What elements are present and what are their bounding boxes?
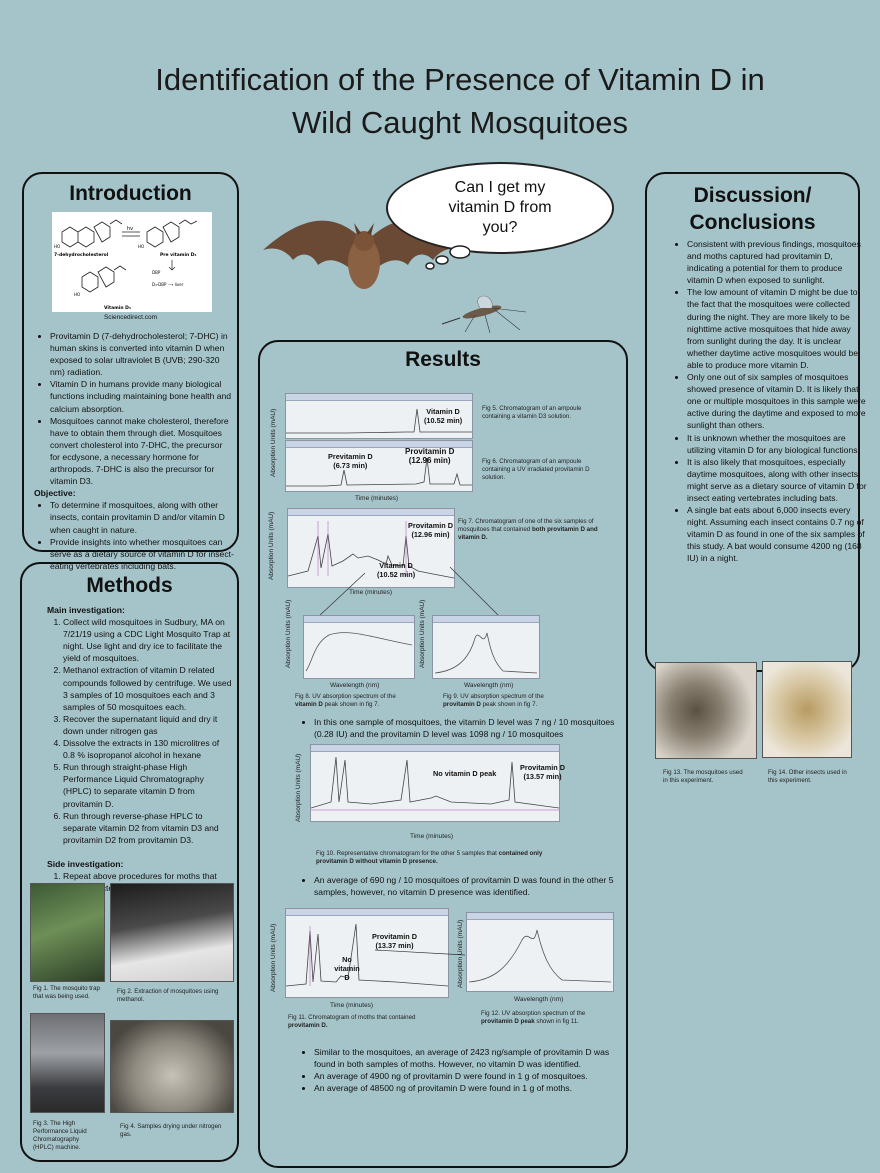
fig11-connector-line: [370, 940, 470, 970]
objective-bullet: • Provide insights into whether mosquitoes can serve as a dietary source of vitamin D for insect-eating vertebrates including bats.: [50, 536, 234, 572]
fig9-caption-a: Fig 9. UV absorption spectrum of the: [443, 693, 544, 700]
fig9-trace: [433, 623, 539, 677]
fig8-y-axis-label: Absorption Units (mAU): [285, 599, 292, 668]
vitamin-d-synthesis-figure: [52, 212, 212, 312]
fig12-trace: [467, 920, 613, 990]
fig8-uv-spectrum: [303, 615, 415, 679]
fig8-trace: [304, 623, 414, 677]
fig11-caption: [288, 1014, 418, 1030]
fig11-provit-peak-name: Provitamin D: [372, 932, 418, 941]
fig5-vitd-peak-time: (10.52 min): [424, 416, 463, 425]
fig7-vitd-peak-time: (10.52 min): [377, 570, 416, 579]
fig9-x-axis-label: Wavelength (nm): [464, 682, 514, 689]
results-heading: Results: [405, 348, 481, 371]
method-step: 4. Dissolve the extracts in 130 microlitres of 0.8 % isopropanol alcohol in hexane: [63, 737, 232, 761]
title-line-2: Wild Caught Mosquitoes: [292, 105, 628, 140]
discussion-bullet: • Consistent with previous findings, mosquitoes and moths captured had provitamin D, indicating a potential for them to produce vitamin D when exposed to sunlight.: [687, 238, 867, 286]
results-bullet-1: [298, 716, 624, 740]
fig6-previt-peak-time: (6.73 min): [333, 461, 368, 470]
fig2-caption: Fig 2. Extraction of mosquitoes using methanol.: [117, 988, 219, 1003]
fig5-vitd-peak-label: [424, 407, 462, 425]
fig8-caption-b: vitamin D: [295, 701, 323, 708]
results-bullet-2: [298, 874, 624, 898]
fig5-6-x-axis-label: Time (minutes): [355, 495, 399, 502]
method-step: 2. Methanol extraction of vitamin D related compounds followed by centrifuge. We used 3 samples of 10 mosquitoes each and 3 samples of 50 mosquitoes each.: [63, 664, 232, 712]
fig10-caption-a: Fig 10. Representative chromatogram for the other 5 samples that: [316, 850, 497, 857]
discussion-bullet: • A single bat eats about 6,000 insects every night. Assuming each insect contains 0.7 ng of vitamin D as found in one of the six samples of this study. A bat would consume 4200 ng (168 IU) in a night.: [687, 504, 867, 564]
fig7-vitd-peak-name: Vitamin D: [379, 561, 413, 570]
method-step: 1. Collect wild mosquitoes in Sudbury, MA on 7/21/19 using a CDC Light Mosquito Trap at night. Use light and dry ice to facilitate the yield of mosquitoes.: [63, 616, 232, 664]
results-bullet: • In this one sample of mosquitoes, the vitamin D level was 7 ng / 10 mosquitoes (0.28 IU) and the provitamin D level was 1098 ng / 10 mosquitoes: [314, 716, 624, 740]
introduction-panel: [22, 172, 239, 571]
objective-bullets: [34, 499, 234, 572]
fig9-caption: [443, 693, 558, 709]
title-line-1: Identification of the Presence of Vitamin D in: [155, 62, 765, 97]
fig10-caption: [316, 850, 556, 866]
fig5-vitd-peak-name: Vitamin D: [426, 407, 460, 416]
bubble-tail: [390, 240, 470, 270]
fig10-provit-peak-label: [520, 763, 565, 781]
fig11-y-axis-label: Absorption Units (mAU): [270, 923, 277, 992]
discussion-heading-line-1: Discussion/: [693, 184, 812, 207]
fig10-provit-peak-time: (13.57 min): [523, 772, 562, 781]
discussion-heading: [647, 182, 858, 236]
introduction-bullets: [34, 330, 234, 487]
fig6-provit-peak-name: Provitamin D: [405, 447, 455, 456]
methanol-extraction-photo: [110, 883, 234, 982]
discussion-bullets: [671, 238, 867, 565]
fig6-provit-peak-time: (12.96 min): [408, 456, 451, 465]
fig7-x-axis-label: Time (minutes): [349, 589, 393, 596]
results-bullet: • An average of 690 ng / 10 mosquitoes of provitamin D was found in the other 5 samples, however, no vitamin D presence was identified.: [314, 874, 624, 898]
fig7-provit-peak-label: [408, 521, 453, 539]
fig10-no-vitd-label: No vitamin D peak: [433, 769, 497, 778]
fig13-caption: Fig 13. The mosquitoes used in this experiment.: [663, 769, 743, 784]
fig5-6-y-axis-label: Absorption Units (mAU): [270, 408, 277, 477]
fig9-caption-c: peak shown in fig 7.: [482, 701, 538, 708]
fig10-x-axis-label: Time (minutes): [410, 833, 454, 840]
discussion-panel: [645, 172, 867, 672]
dbp-label: DBP: [152, 270, 161, 275]
fig11-no-vitd-label: No vitamin D: [334, 955, 360, 982]
previtamin-label: Pre vitamin D₃: [160, 253, 197, 258]
fig11-x-axis-label: Time (minutes): [330, 1002, 374, 1009]
introduction-heading: Introduction: [69, 182, 192, 205]
poster-title: [60, 58, 860, 144]
fig6-previt-peak-label: [328, 452, 373, 470]
fig11-caption-a: Fig 11. Chromatogram of moths that contained: [288, 1014, 416, 1021]
fig11-caption-b: provitamin D.: [288, 1022, 328, 1029]
fig12-uv-spectrum: [466, 912, 614, 992]
ho-label-3: HO: [74, 292, 81, 297]
fig14-caption: Fig 14. Other insects used in this experiment.: [768, 769, 847, 784]
fig12-caption-a: Fig 12. UV absorption spectrum of the: [481, 1010, 586, 1017]
ho-label-2: HO: [138, 244, 145, 249]
fig10-y-axis-label: Absorption Units (mAU): [295, 753, 302, 822]
fig3-caption: Fig 3. The High Performance Liquid Chromatography (HPLC) machine.: [33, 1120, 87, 1151]
method-step: 3. Recover the supernatant liquid and dry it down under nitrogen gas: [63, 713, 232, 737]
fig9-y-axis-label: Absorption Units (mAU): [419, 599, 426, 668]
method-step: 6. Run through reverse-phase HPLC to separate vitamin D2 from vitamin D3 and provitamin D2 from provitamin D3.: [63, 810, 232, 846]
fig12-caption: [481, 1010, 601, 1026]
hplc-machine-photo: [30, 1013, 105, 1113]
fig9-uv-spectrum: [432, 615, 540, 679]
fig6-caption: Fig 6. Chromatogram of an ampoule containing a UV irradiated provitamin D solution.: [482, 458, 590, 481]
results-bullet: • Similar to the mosquitoes, an average of 2423 ng/sample of provitamin D was found in both samples of moths. However, no vitamin D was identified.: [314, 1046, 626, 1070]
fig1-caption: Fig 1. The mosquito trap that was being used.: [33, 985, 100, 1000]
objective-label: Objective:: [34, 488, 76, 499]
fig4-caption: Fig 4. Samples drying under nitrogen gas.: [120, 1123, 222, 1138]
results-bullet: • An average of 48500 ng of provitamin D were found in 1 g of moths.: [314, 1082, 626, 1094]
fig7-caption-text: Fig 7. Chromatogram of one of the six samples of mosquitoes that contained: [458, 518, 594, 533]
ho-label-1: HO: [54, 244, 61, 249]
fig6-provit-peak-label: [405, 447, 454, 465]
fig7-y-axis-label: Absorption Units (mAU): [268, 511, 275, 580]
method-step: 5. Run through straight-phase High Performance Liquid Chromatography (HPLC) to separate vitamin D from provitamin D.: [63, 761, 232, 809]
nitrogen-drying-photo: [110, 1020, 234, 1113]
side-investigation-label: Side investigation:: [47, 858, 124, 869]
figure-source: Sciencedirect.com: [103, 314, 158, 321]
fig8-caption-c: peak shown in fig 7.: [324, 701, 380, 708]
intro-bullet: • Mosquitoes cannot make cholesterol, therefore have to obtain them through diet. Mosquitoes convert cholesterol into 7-DHC, the precursor for ecdysone, a necessary hormone for arthropods. 7-DHC is also the precursor for vitamin D3.: [50, 415, 234, 488]
discussion-bullet: • Only one out of six samples of mosquitoes showed presence of vitamin D. It is likely that one or multiple mosquitoes in this sample were active during the daytime and exposed to more sunlight than others.: [687, 371, 867, 431]
mosquito-illustration: [440, 290, 530, 335]
fig12-y-axis-label: Absorption Units (mAU): [457, 919, 464, 988]
discussion-bullet: • The low amount of vitamin D might be due to the fact that the mosquitoes were collected during the night. They are more likely to be nighttime active mosquitoes that hide away from sunlight during the day. It is unclear whether daytime active mosquitoes would be able to produce more vitamin D.: [687, 286, 867, 371]
fig12-x-axis-label: Wavelength (nm): [514, 996, 564, 1003]
intro-bullet: • Vitamin D in humans provide many biological functions including maintaining bone health and calcium absorption.: [50, 378, 234, 414]
fig7-caption: [458, 518, 608, 542]
hv-label: hν: [127, 226, 133, 232]
methods-steps: [47, 616, 232, 846]
objective-bullet: • To determine if mosquitoes, along with other insects, contain provitamin D and/or vitamin D when caught in nature.: [50, 499, 234, 535]
fig7-provit-peak-name: Provitamin D: [408, 521, 454, 530]
fig10-caption-b: contained only provitamin D without vitamin D presence.: [316, 850, 543, 865]
mosquitoes-photo: [655, 662, 757, 759]
main-investigation-label: Main investigation:: [47, 605, 125, 615]
side-step: 1. Repeat above procedures for moths that: [63, 870, 232, 894]
fig12-caption-b: provitamin D peak: [481, 1018, 535, 1025]
fig8-caption-a: Fig 8. UV absorption spectrum of the: [295, 693, 396, 700]
bubble-line-3: you?: [482, 219, 518, 236]
results-final-bullets: [298, 1046, 626, 1094]
results-bullet: • An average of 4900 ng of provitamin D were found in 1 g of mosquitoes.: [314, 1070, 626, 1082]
bubble-line-2: vitamin D from: [448, 199, 552, 216]
intro-bullet: • Provitamin D (7-dehydrocholesterol; 7-DHC) in human skins is converted into vitamin D when exposed to solar ultraviolet B (UVB; 290-320 nm) radiation.: [50, 330, 234, 378]
methods-heading: Methods: [86, 574, 173, 597]
vitamin-d3-label: Vitamin D₃: [104, 306, 131, 311]
7dhc-label: 7-dehydrocholesterol: [54, 253, 109, 258]
fig10-chromatogram: [310, 744, 560, 822]
fig6-previt-peak-name: Previtamin D: [328, 452, 373, 461]
fig12-caption-c: shown in fig 11.: [536, 1018, 579, 1025]
fig10-provit-peak-name: Provitamin D: [520, 763, 566, 772]
fig11-provit-peak-time: (13.37 min): [375, 941, 414, 950]
dbp-liver-label: D₃-DBP ⟶ liver: [152, 282, 184, 287]
mosquito-trap-photo: [30, 883, 105, 982]
fig5-caption: Fig 5. Chromatogram of an ampoule containing a vitamin D3 solution.: [482, 405, 582, 420]
fig8-caption: [295, 693, 415, 709]
other-insects-photo: [762, 661, 852, 758]
fig8-x-axis-label: Wavelength (nm): [330, 682, 380, 689]
discussion-bullet: • It is also likely that mosquitoes, especially daytime mosquitoes, along with other insects, might serve as a dietary source of vitamin D for insect eating vertebrates including bats.: [687, 456, 867, 504]
discussion-heading-line-2: Conclusions: [689, 211, 816, 234]
fig7-caption-bold: both provitamin D and vitamin D.: [458, 526, 598, 541]
fig7-provit-peak-time: (12.96 min): [411, 530, 450, 539]
discussion-bullet: • It is unknown whether the mosquitoes are utilizing vitamin D for any biological functions.: [687, 432, 867, 456]
fig9-caption-b: provitamin D: [443, 701, 481, 708]
bubble-line-1: Can I get my: [454, 179, 546, 196]
